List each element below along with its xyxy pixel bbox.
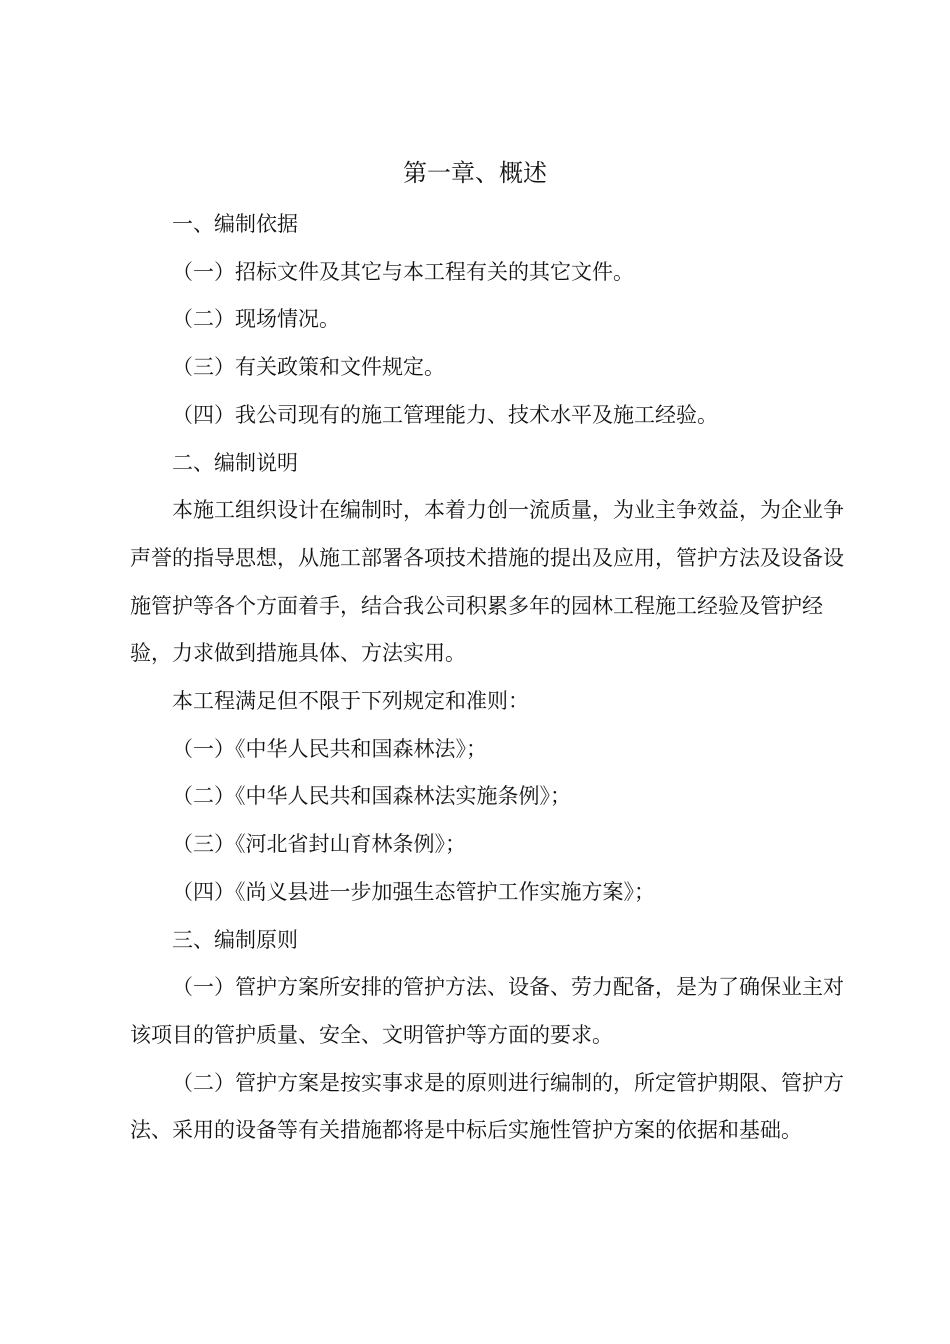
document-body bbox=[130, 201, 850, 1155]
section-heading: 一、编制依据 bbox=[172, 212, 298, 236]
list-item: （一）《中华人民共和国森林法》； bbox=[172, 736, 487, 761]
list-item: （二）现场情况。 bbox=[172, 307, 340, 332]
list-item: （二）管护方案是按实事求是的原则进行编制的，所定管护期限、管护方法、采用的设备等有关措施都将是中标后实施性管护方案的依据和基础。 bbox=[130, 1070, 844, 1143]
list-item: （三）《河北省封山育林条例》； bbox=[172, 832, 466, 857]
list-item: （一）管护方案所安排的管护方法、设备、劳力配备，是为了确保业主对该项目的管护质量、安全、文明管护等方面的要求。 bbox=[130, 975, 844, 1047]
list-item: （四）《尚义县进一步加强生态管护工作实施方案》； bbox=[172, 879, 655, 904]
list-item: （四）我公司现有的施工管理能力、技术水平及施工经验。 bbox=[172, 402, 718, 427]
section-heading: 三、编制原则 bbox=[172, 927, 298, 952]
body-paragraph: 本施工组织设计在编制时，本着力创一流质量，为业主争效益，为企业争声誉的指导思想，从施工部署各项技术措施的提出及应用，管护方法及设备设施管护等各个方面着手，结合我公司积累多年的园林工程施工经验及管护经验，力求做到措施具体、方法实用。 bbox=[130, 498, 844, 666]
body-paragraph: 本工程满足但不限于下列规定和准则： bbox=[172, 689, 529, 714]
chapter-title: 第一章、概述 bbox=[403, 159, 547, 187]
list-item: （一）招标文件及其它与本工程有关的其它文件。 bbox=[172, 259, 634, 284]
list-item: （三）有关政策和文件规定。 bbox=[172, 355, 445, 380]
list-item: （二）《中华人民共和国森林法实施条例》； bbox=[172, 784, 571, 809]
section-heading: 二、编制说明 bbox=[172, 450, 298, 475]
